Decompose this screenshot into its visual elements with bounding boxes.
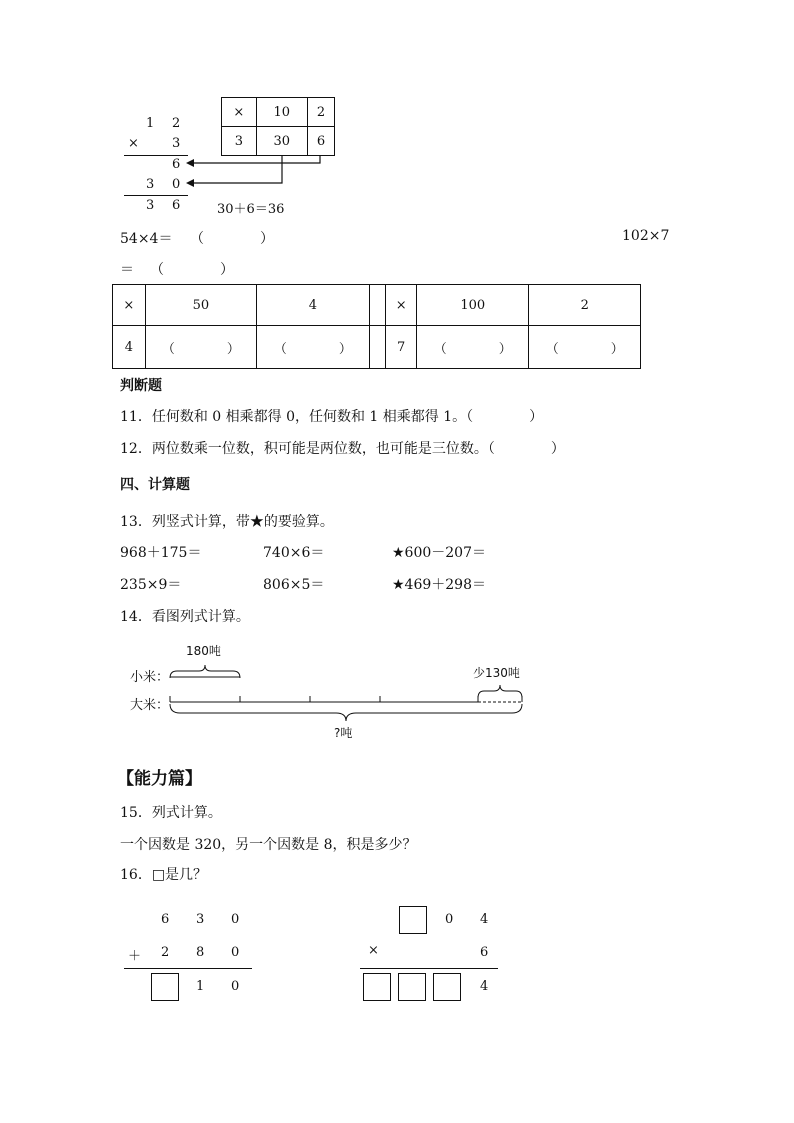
answer-box[interactable] xyxy=(399,906,427,934)
calc-item: ★600－207＝ xyxy=(392,545,486,561)
question-15-text: 一个因数是 320，另一个因数是 8，积是多少？ xyxy=(120,837,417,853)
operator: × xyxy=(368,943,379,958)
fill-expression-2: 102×7 xyxy=(622,228,670,244)
question-12: 12．两位数乘一位数，积可能是两位数，也可能是三位数。（ ） xyxy=(120,441,565,457)
calc-item: 968＋175＝ xyxy=(120,545,202,561)
question-16: 16．□是几？ xyxy=(120,867,208,883)
digit: 1 xyxy=(196,979,205,994)
calc-item: 806×5＝ xyxy=(263,577,325,593)
grid-cell: 2 xyxy=(307,98,334,127)
answer-box[interactable] xyxy=(398,973,426,1001)
label-xiaomi: 小米： xyxy=(130,670,170,685)
answer-box[interactable] xyxy=(151,973,179,1001)
fill-blank[interactable]: （ ） xyxy=(190,231,274,247)
question-14: 14．看图列式计算。 xyxy=(120,609,250,625)
answer-box[interactable] xyxy=(433,973,461,1001)
calc-item: 740×6＝ xyxy=(263,545,325,561)
section-title-ability: 【能力篇】 xyxy=(117,769,202,789)
rule-line xyxy=(360,968,498,969)
digit: 4 xyxy=(480,912,489,927)
digit: 1 xyxy=(146,116,155,131)
digit: 6 xyxy=(172,198,181,213)
digit: 6 xyxy=(480,945,489,960)
digit: 2 xyxy=(172,116,181,131)
table-blank[interactable]: （ ） xyxy=(417,326,529,369)
digit: 2 xyxy=(161,945,170,960)
digit: 3 xyxy=(172,136,181,151)
multiplication-table xyxy=(112,284,641,369)
digit: 8 xyxy=(196,945,205,960)
question-15: 15．列式计算。 xyxy=(120,805,222,821)
xiaomi-amount: 180吨 xyxy=(186,644,221,658)
table-blank[interactable]: （ ） xyxy=(145,326,256,369)
table-cell: 4 xyxy=(113,326,146,369)
table-cell: × xyxy=(386,285,417,326)
question-11: 11．任何数和 0 相乘都得 0，任何数和 1 相乘都得 1。（ ） xyxy=(120,409,544,425)
difference-label: 少130吨 xyxy=(473,666,520,680)
fill-expression-1: 54×4＝ xyxy=(120,231,173,247)
table-cell: 7 xyxy=(386,326,417,369)
partial-product-1: 6 xyxy=(172,157,181,172)
table-cell: 100 xyxy=(417,285,529,326)
table-blank[interactable]: （ ） xyxy=(257,326,369,369)
example-arrows xyxy=(0,0,794,230)
calc-item: 235×9＝ xyxy=(120,577,182,593)
section-title-calc: 四、计算题 xyxy=(120,477,190,493)
digit: 0 xyxy=(231,945,240,960)
digit: 3 xyxy=(196,912,205,927)
table-cell: 50 xyxy=(145,285,256,326)
segment-diagram xyxy=(0,640,794,730)
table-cell: × xyxy=(113,285,146,326)
digit: 4 xyxy=(480,979,489,994)
digit: 0 xyxy=(172,177,181,192)
grid-cell: 3 xyxy=(222,127,257,156)
example-sum: 30＋6＝36 xyxy=(217,202,285,217)
rule-line xyxy=(124,968,252,969)
table-spacer xyxy=(369,326,386,369)
grid-cell: × xyxy=(222,98,257,127)
digit: 0 xyxy=(445,912,454,927)
table-spacer xyxy=(369,285,386,326)
digit: 0 xyxy=(231,912,240,927)
grid-cell: 30 xyxy=(256,127,307,156)
digit: 0 xyxy=(231,979,240,994)
digit: 3 xyxy=(146,198,155,213)
digit: 6 xyxy=(161,912,170,927)
digit: 3 xyxy=(146,177,155,192)
answer-box[interactable] xyxy=(363,973,391,1001)
operator: ＋ xyxy=(128,949,142,964)
section-title-judge: 判断题 xyxy=(120,378,162,394)
grid-cell: 6 xyxy=(307,127,334,156)
calc-item: ★469＋298＝ xyxy=(392,577,486,593)
table-cell: 4 xyxy=(257,285,369,326)
total-label: ?吨 xyxy=(334,726,353,740)
equals-sign: ＝ xyxy=(120,262,134,278)
table-cell: 2 xyxy=(529,285,641,326)
table-blank[interactable]: （ ） xyxy=(529,326,641,369)
grid-cell: 10 xyxy=(256,98,307,127)
operator: × xyxy=(128,136,139,151)
label-dami: 大米： xyxy=(130,698,170,713)
fill-blank[interactable]: （ ） xyxy=(150,262,234,278)
question-13: 13．列竖式计算，带★的要验算。 xyxy=(120,514,334,530)
